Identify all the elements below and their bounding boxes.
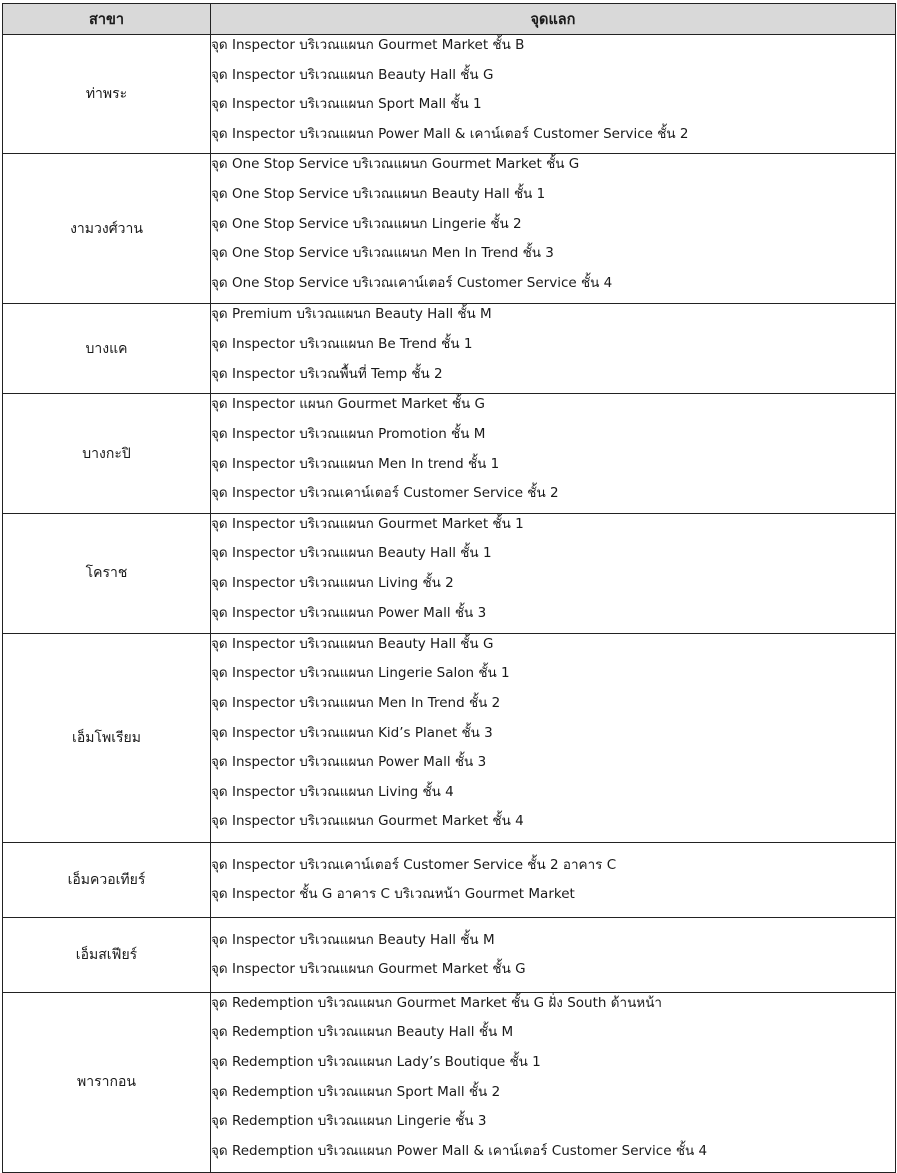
redemption-point-item: จุด Inspector บริเวณแผนก Lingerie Salon ชั้น 1 (211, 665, 510, 682)
redemption-points-cell (211, 154, 896, 304)
redemption-point-item: จุด Inspector บริเวณแผนก Power Mall ชั้น 3 (211, 754, 487, 771)
redemption-points-cell (211, 842, 896, 917)
table-row (3, 513, 896, 633)
table-row (3, 992, 896, 1172)
redemption-point-item: จุด Inspector บริเวณแผนก Beauty Hall ชั้น G (211, 66, 494, 83)
redemption-points-cell (211, 304, 896, 394)
table-header (3, 4, 896, 35)
redemption-points-table (2, 3, 896, 1173)
branch-name-cell: เอ็มควอเทียร์ (3, 842, 211, 917)
redemption-point-item: จุด Inspector บริเวณแผนก Sport Mall ชั้น 1 (211, 96, 482, 113)
redemption-point-item: จุด Inspector บริเวณแผนก Men In trend ชั้น 1 (211, 455, 500, 472)
redemption-points-cell (211, 513, 896, 633)
table-row (3, 304, 896, 394)
branch-name-cell: โคราช (3, 513, 211, 633)
redemption-point-item: จุด One Stop Service บริเวณแผนก Beauty Hall ชั้น 1 (211, 185, 546, 202)
branch-name-cell: บางแค (3, 304, 211, 394)
branch-name-cell: เอ็มโพเรียม (3, 633, 211, 842)
redemption-point-item: จุด Inspector บริเวณแผนก Men In Trend ชั้น 2 (211, 694, 501, 711)
table-row (3, 394, 896, 513)
redemption-points-cell (211, 35, 896, 154)
redemption-point-item: จุด One Stop Service บริเวณแผนก Lingerie ชั้น 2 (211, 215, 522, 232)
redemption-point-item: จุด Inspector บริเวณแผนก Living ชั้น 4 (211, 783, 454, 800)
redemption-point-item: จุด Inspector บริเวณแผนก Promotion ชั้น M (211, 425, 486, 442)
redemption-point-item: จุด Inspector บริเวณแผนก Beauty Hall ชั้น 1 (211, 545, 492, 562)
table-row (3, 633, 896, 842)
redemption-point-item: จุด Inspector บริเวณแผนก Gourmet Market ชั้น 1 (211, 515, 524, 532)
redemption-point-item: จุด Inspector บริเวณแผนก Gourmet Market ชั้น G (211, 961, 526, 978)
redemption-point-item: จุด Inspector ชั้น G อาคาร C บริเวณหน้า Gourmet Market (211, 886, 575, 903)
header-row (3, 4, 896, 35)
redemption-point-item: จุด Inspector บริเวณแผนก Living ชั้น 2 (211, 574, 454, 591)
redemption-point-item: จุด Inspector บริเวณแผนก Gourmet Market ชั้น 4 (211, 813, 524, 830)
redemption-point-item: จุด Redemption บริเวณแผนก Beauty Hall ชั้น M (211, 1024, 514, 1041)
redemption-point-item: จุด Redemption บริเวณแผนก Lady’s Boutique ชั้น 1 (211, 1053, 541, 1070)
redemption-point-item: จุด Inspector บริเวณแผนก Gourmet Market ชั้น B (211, 37, 525, 53)
redemption-point-item: จุด Inspector บริเวณแผนก Power Mall ชั้น 3 (211, 604, 487, 621)
redemption-point-item: จุด Inspector บริเวณแผนก Beauty Hall ชั้น G (211, 635, 494, 652)
redemption-point-item: จุด Inspector บริเวณแผนก Be Trend ชั้น 1 (211, 335, 473, 352)
branch-column-header: สาขา (3, 4, 211, 35)
branch-name-cell: บางกะปิ (3, 394, 211, 513)
redemption-point-item: จุด Inspector บริเวณเคาน์เตอร์ Customer Service ชั้น 2 (211, 485, 559, 502)
redemption-point-item: จุด One Stop Service บริเวณเคาน์เตอร์ Customer Service ชั้น 4 (211, 274, 613, 291)
table-row (3, 917, 896, 992)
redemption-point-item: จุด Inspector บริเวณเคาน์เตอร์ Customer Service ชั้น 2 อาคาร C (211, 856, 617, 873)
redemption-point-item: จุด Inspector แผนก Gourmet Market ชั้น G (211, 396, 486, 413)
redemption-points-cell (211, 992, 896, 1172)
table-row (3, 842, 896, 917)
redemption-point-item: จุด Inspector บริเวณแผนก Beauty Hall ชั้น M (211, 931, 495, 948)
redemption-point-item: จุด One Stop Service บริเวณแผนก Gourmet Market ชั้น G (211, 156, 580, 173)
table-row (3, 154, 896, 304)
redemption-point-item: จุด Redemption บริเวณแผนก Gourmet Market ชั้น G ฝั่ง South ด้านหน้า (211, 994, 663, 1011)
redemption-point-item: จุด Redemption บริเวณแผนก Sport Mall ชั้น 2 (211, 1083, 501, 1100)
table-row (3, 35, 896, 154)
redemption-point-item: จุด Inspector บริเวณแผนก Kid’s Planet ชั้น 3 (211, 724, 493, 741)
branch-name-cell: งามวงศ์วาน (3, 154, 211, 304)
redemption-point-item: จุด Inspector บริเวณแผนก Power Mall & เคาน์เตอร์ Customer Service ชั้น 2 (211, 125, 689, 142)
redemption-point-item: จุด Redemption บริเวณแผนก Power Mall & เคาน์เตอร์ Customer Service ชั้น 4 (211, 1142, 708, 1159)
redemption-points-cell (211, 394, 896, 513)
redemption-points-cell (211, 917, 896, 992)
redemption-point-item: จุด One Stop Service บริเวณแผนก Men In Trend ชั้น 3 (211, 245, 554, 262)
redemption-points-cell (211, 633, 896, 842)
redemption-point-item: จุด Inspector บริเวณพื้นที่ Temp ชั้น 2 (211, 365, 443, 382)
branch-name-cell: เอ็มสเฟียร์ (3, 917, 211, 992)
table-body (3, 35, 896, 1173)
redemption-point-item: จุด Redemption บริเวณแผนก Lingerie ชั้น 3 (211, 1113, 487, 1130)
point-column-header: จุดแลก (211, 4, 896, 35)
redemption-point-item: จุด Premium บริเวณแผนก Beauty Hall ชั้น M (211, 306, 492, 323)
branch-name-cell: พารากอน (3, 992, 211, 1172)
branch-name-cell: ท่าพระ (3, 35, 211, 154)
